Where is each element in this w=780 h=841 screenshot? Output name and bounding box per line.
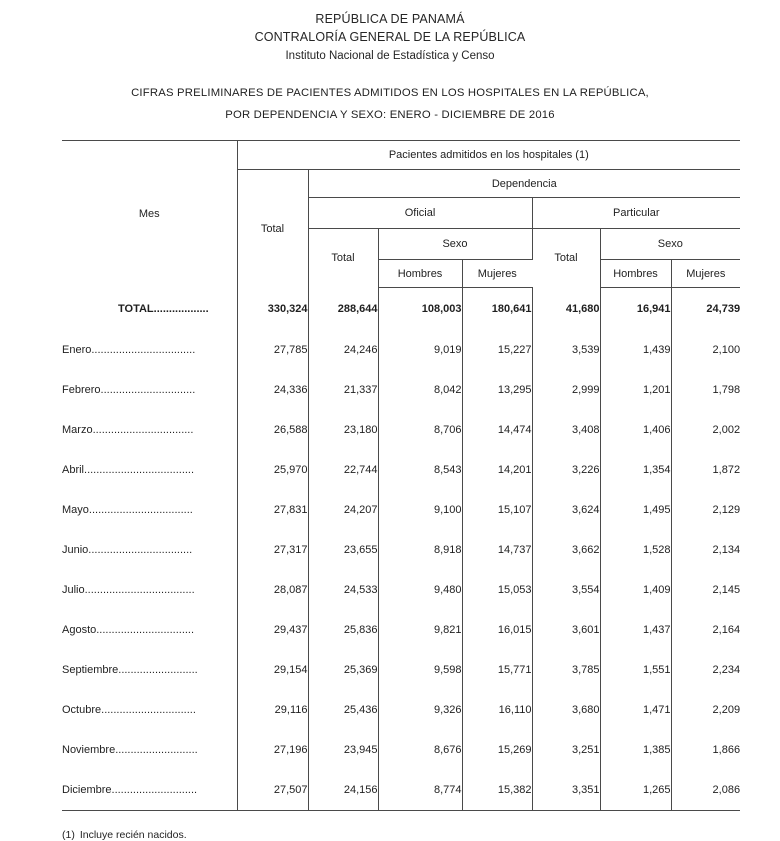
cell-particular-mujeres: 2,129 <box>712 504 741 516</box>
cell-particular-total: 3,624 <box>532 490 600 530</box>
table-row <box>62 650 740 690</box>
row-label-month-leader: .......................... <box>118 664 198 676</box>
table-body <box>62 288 740 811</box>
column-header-particular-hombres: Hombres <box>600 260 671 288</box>
cell-particular-hombres: 1,385 <box>600 730 671 770</box>
row-label-month <box>62 770 237 811</box>
cell-oficial-hombres: 8,042 <box>378 370 462 410</box>
row-label-total-text: TOTAL <box>118 302 154 315</box>
row-label-total <box>62 288 237 331</box>
row-label-month <box>62 370 237 410</box>
cell-oficial-hombres: 8,676 <box>378 730 462 770</box>
cell-total-general: 27,196 <box>237 730 308 770</box>
table-row <box>62 450 740 490</box>
row-label-month-text: Enero <box>62 344 92 356</box>
table-row <box>62 690 740 730</box>
row-label-month-leader: ............................... <box>101 704 196 716</box>
row-label-month <box>62 490 237 530</box>
row-label-month-leader: .................................. <box>88 544 193 556</box>
cell-oficial-mujeres: 14,737 <box>462 530 532 570</box>
cell-oficial-total: 288,644 <box>308 288 378 331</box>
cell-oficial-total: 24,533 <box>308 570 378 610</box>
document-title-line-2: POR DEPENDENCIA Y SEXO: ENERO - DICIEMBRE DE 2016 <box>225 109 555 121</box>
cell-particular-mujeres: 24,739 <box>706 303 741 315</box>
cell-oficial-hombres: 108,003 <box>378 288 462 331</box>
row-label-month-text: Agosto <box>62 624 97 636</box>
table-row <box>62 370 740 410</box>
cell-total-general: 29,437 <box>237 610 308 650</box>
cell-particular-mujeres: 2,145 <box>712 584 741 596</box>
cell-oficial-hombres: 8,774 <box>378 770 462 811</box>
row-label-month-text: Febrero <box>62 384 101 396</box>
column-header-particular: Particular <box>532 198 740 229</box>
cell-particular-total: 3,539 <box>532 330 600 370</box>
cell-oficial-total: 24,207 <box>308 490 378 530</box>
cell-particular-hombres: 16,941 <box>600 288 671 331</box>
row-label-month-text: Abril <box>62 464 85 476</box>
column-header-dependencia: Dependencia <box>308 170 740 198</box>
table-row <box>62 770 740 811</box>
cell-oficial-hombres: 8,543 <box>378 450 462 490</box>
cell-oficial-mujeres: 13,295 <box>462 370 532 410</box>
cell-total-general: 330,324 <box>237 288 308 331</box>
cell-oficial-mujeres: 16,015 <box>462 610 532 650</box>
cell-oficial-mujeres: 15,382 <box>462 770 532 811</box>
cell-particular-hombres: 1,265 <box>600 770 671 811</box>
cell-oficial-total: 24,156 <box>308 770 378 811</box>
cell-particular-total: 2,999 <box>532 370 600 410</box>
row-label-month-text: Septiembre <box>62 664 119 676</box>
row-label-month-leader: .................................. <box>91 344 196 356</box>
cell-oficial-hombres: 9,598 <box>378 650 462 690</box>
cell-particular-hombres: 1,495 <box>600 490 671 530</box>
cell-total-general: 29,154 <box>237 650 308 690</box>
column-header-total-general: Total <box>237 170 308 288</box>
cell-particular-hombres: 1,437 <box>600 610 671 650</box>
cell-oficial-mujeres: 15,771 <box>462 650 532 690</box>
row-label-month <box>62 330 237 370</box>
row-label-month <box>62 530 237 570</box>
footnote <box>0 829 780 841</box>
column-header-mes: Mes <box>62 141 237 288</box>
cell-oficial-total: 24,246 <box>308 330 378 370</box>
row-label-month <box>62 730 237 770</box>
cell-particular-hombres: 1,354 <box>600 450 671 490</box>
cell-oficial-hombres: 9,821 <box>378 610 462 650</box>
row-label-month-leader: ................................. <box>92 424 194 436</box>
cell-total-general: 29,116 <box>237 690 308 730</box>
cell-particular-mujeres: 2,234 <box>712 664 741 676</box>
cell-total-general: 28,087 <box>237 570 308 610</box>
footnote-marker: (1) <box>62 829 75 841</box>
cell-total-general: 27,831 <box>237 490 308 530</box>
column-header-particular-mujeres: Mujeres <box>671 260 740 288</box>
cell-oficial-hombres: 8,706 <box>378 410 462 450</box>
cell-particular-hombres: 1,551 <box>600 650 671 690</box>
cell-particular-mujeres: 2,209 <box>712 704 741 716</box>
column-header-oficial-total: Total <box>308 229 378 288</box>
column-header-particular-total: Total <box>532 229 600 288</box>
column-header-oficial-hombres: Hombres <box>378 260 462 288</box>
cell-oficial-mujeres: 15,107 <box>462 490 532 530</box>
cell-particular-mujeres: 1,872 <box>712 464 741 476</box>
column-header-oficial: Oficial <box>308 198 532 229</box>
cell-oficial-mujeres: 15,053 <box>462 570 532 610</box>
row-label-month <box>62 450 237 490</box>
cell-oficial-total: 25,436 <box>308 690 378 730</box>
cell-total-general: 26,588 <box>237 410 308 450</box>
row-label-month-leader: ............................... <box>100 384 196 396</box>
cell-oficial-total: 25,369 <box>308 650 378 690</box>
cell-oficial-mujeres: 15,227 <box>462 330 532 370</box>
table-row <box>62 490 740 530</box>
cell-oficial-mujeres: 14,201 <box>462 450 532 490</box>
cell-particular-hombres: 1,471 <box>600 690 671 730</box>
cell-particular-mujeres: 1,866 <box>712 744 741 756</box>
cell-oficial-total: 21,337 <box>308 370 378 410</box>
row-label-month-text: Diciembre <box>62 784 112 796</box>
cell-particular-hombres: 1,439 <box>600 330 671 370</box>
cell-particular-mujeres: 2,086 <box>671 770 740 811</box>
masthead-line-institution: CONTRALORÍA GENERAL DE LA REPÚBLICA <box>254 30 526 44</box>
column-header-pacientes-admitidos: Pacientes admitidos en los hospitales (1) <box>237 141 740 170</box>
cell-oficial-hombres: 8,918 <box>378 530 462 570</box>
column-header-particular-sexo: Sexo <box>600 229 740 260</box>
row-label-month <box>62 610 237 650</box>
footnote-text: Incluye recién nacidos. <box>79 829 187 841</box>
cell-particular-hombres: 1,409 <box>600 570 671 610</box>
row-label-month <box>62 410 237 450</box>
statistics-table-container <box>0 140 780 811</box>
row-label-month-text: Noviembre <box>62 744 116 756</box>
table-row <box>62 330 740 370</box>
cell-particular-hombres: 1,528 <box>600 530 671 570</box>
row-label-month-text: Junio <box>62 544 89 556</box>
cell-particular-hombres: 1,201 <box>600 370 671 410</box>
cell-particular-mujeres: 1,798 <box>712 384 741 396</box>
cell-particular-total: 3,351 <box>532 770 600 811</box>
table-row <box>62 610 740 650</box>
column-header-oficial-mujeres: Mujeres <box>462 260 532 288</box>
cell-total-general: 24,336 <box>237 370 308 410</box>
masthead <box>0 0 780 65</box>
cell-particular-total: 41,680 <box>532 288 600 331</box>
cell-oficial-hombres: 9,019 <box>378 330 462 370</box>
cell-particular-mujeres: 2,100 <box>712 344 741 356</box>
cell-particular-total: 3,226 <box>532 450 600 490</box>
cell-particular-total: 3,680 <box>532 690 600 730</box>
cell-oficial-hombres: 9,480 <box>378 570 462 610</box>
row-label-month-leader: ............................ <box>111 784 198 796</box>
row-label-month-leader: .................................. <box>88 504 193 516</box>
cell-oficial-total: 23,180 <box>308 410 378 450</box>
row-label-month-text: Octubre <box>62 704 102 716</box>
cell-particular-total: 3,601 <box>532 610 600 650</box>
masthead-line-agency: Instituto Nacional de Estadística y Censo <box>285 50 495 62</box>
cell-particular-mujeres: 2,164 <box>712 624 741 636</box>
cell-particular-mujeres: 2,002 <box>712 424 741 436</box>
cell-particular-mujeres: 2,134 <box>712 544 741 556</box>
cell-oficial-total: 23,655 <box>308 530 378 570</box>
table-header <box>62 141 740 288</box>
row-label-month-leader: .................................... <box>84 584 195 596</box>
cell-oficial-mujeres: 14,474 <box>462 410 532 450</box>
cell-particular-total: 3,662 <box>532 530 600 570</box>
document-title-line-1: CIFRAS PRELIMINARES DE PACIENTES ADMITIDOS EN LOS HOSPITALES EN LA REPÚBLICA, <box>131 87 649 99</box>
cell-particular-total: 3,785 <box>532 650 600 690</box>
cell-particular-total: 3,554 <box>532 570 600 610</box>
row-label-total-leader: .................. <box>153 302 209 315</box>
table-row-total <box>62 288 740 331</box>
cell-particular-total: 3,251 <box>532 730 600 770</box>
row-label-month-leader: ........................... <box>115 744 198 756</box>
cell-particular-total: 3,408 <box>532 410 600 450</box>
table-row <box>62 570 740 610</box>
cell-particular-hombres: 1,406 <box>600 410 671 450</box>
cell-total-general: 27,317 <box>237 530 308 570</box>
cell-total-general: 27,785 <box>237 330 308 370</box>
row-label-month-text: Mayo <box>62 504 89 516</box>
column-header-oficial-sexo: Sexo <box>378 229 532 260</box>
row-label-month-leader: .................................... <box>84 464 195 476</box>
table-row <box>62 530 740 570</box>
row-label-month-leader: ................................ <box>96 624 195 636</box>
cell-oficial-hombres: 9,100 <box>378 490 462 530</box>
cell-oficial-mujeres: 180,641 <box>462 288 532 331</box>
cell-oficial-mujeres: 15,269 <box>462 730 532 770</box>
row-label-month <box>62 650 237 690</box>
cell-oficial-total: 23,945 <box>308 730 378 770</box>
masthead-line-country: REPÚBLICA DE PANAMÁ <box>315 12 465 26</box>
statistics-table <box>62 140 740 811</box>
cell-oficial-total: 22,744 <box>308 450 378 490</box>
header-row-spanner-all <box>62 141 740 170</box>
cell-total-general: 27,507 <box>237 770 308 811</box>
cell-total-general: 25,970 <box>237 450 308 490</box>
cell-oficial-total: 25,836 <box>308 610 378 650</box>
cell-oficial-mujeres: 16,110 <box>462 690 532 730</box>
row-label-month-text: Marzo <box>62 424 93 436</box>
cell-oficial-hombres: 9,326 <box>378 690 462 730</box>
document-title <box>0 82 780 126</box>
row-label-month <box>62 690 237 730</box>
row-label-month <box>62 570 237 610</box>
row-label-month-text: Julio <box>62 584 85 596</box>
table-row <box>62 730 740 770</box>
table-row <box>62 410 740 450</box>
